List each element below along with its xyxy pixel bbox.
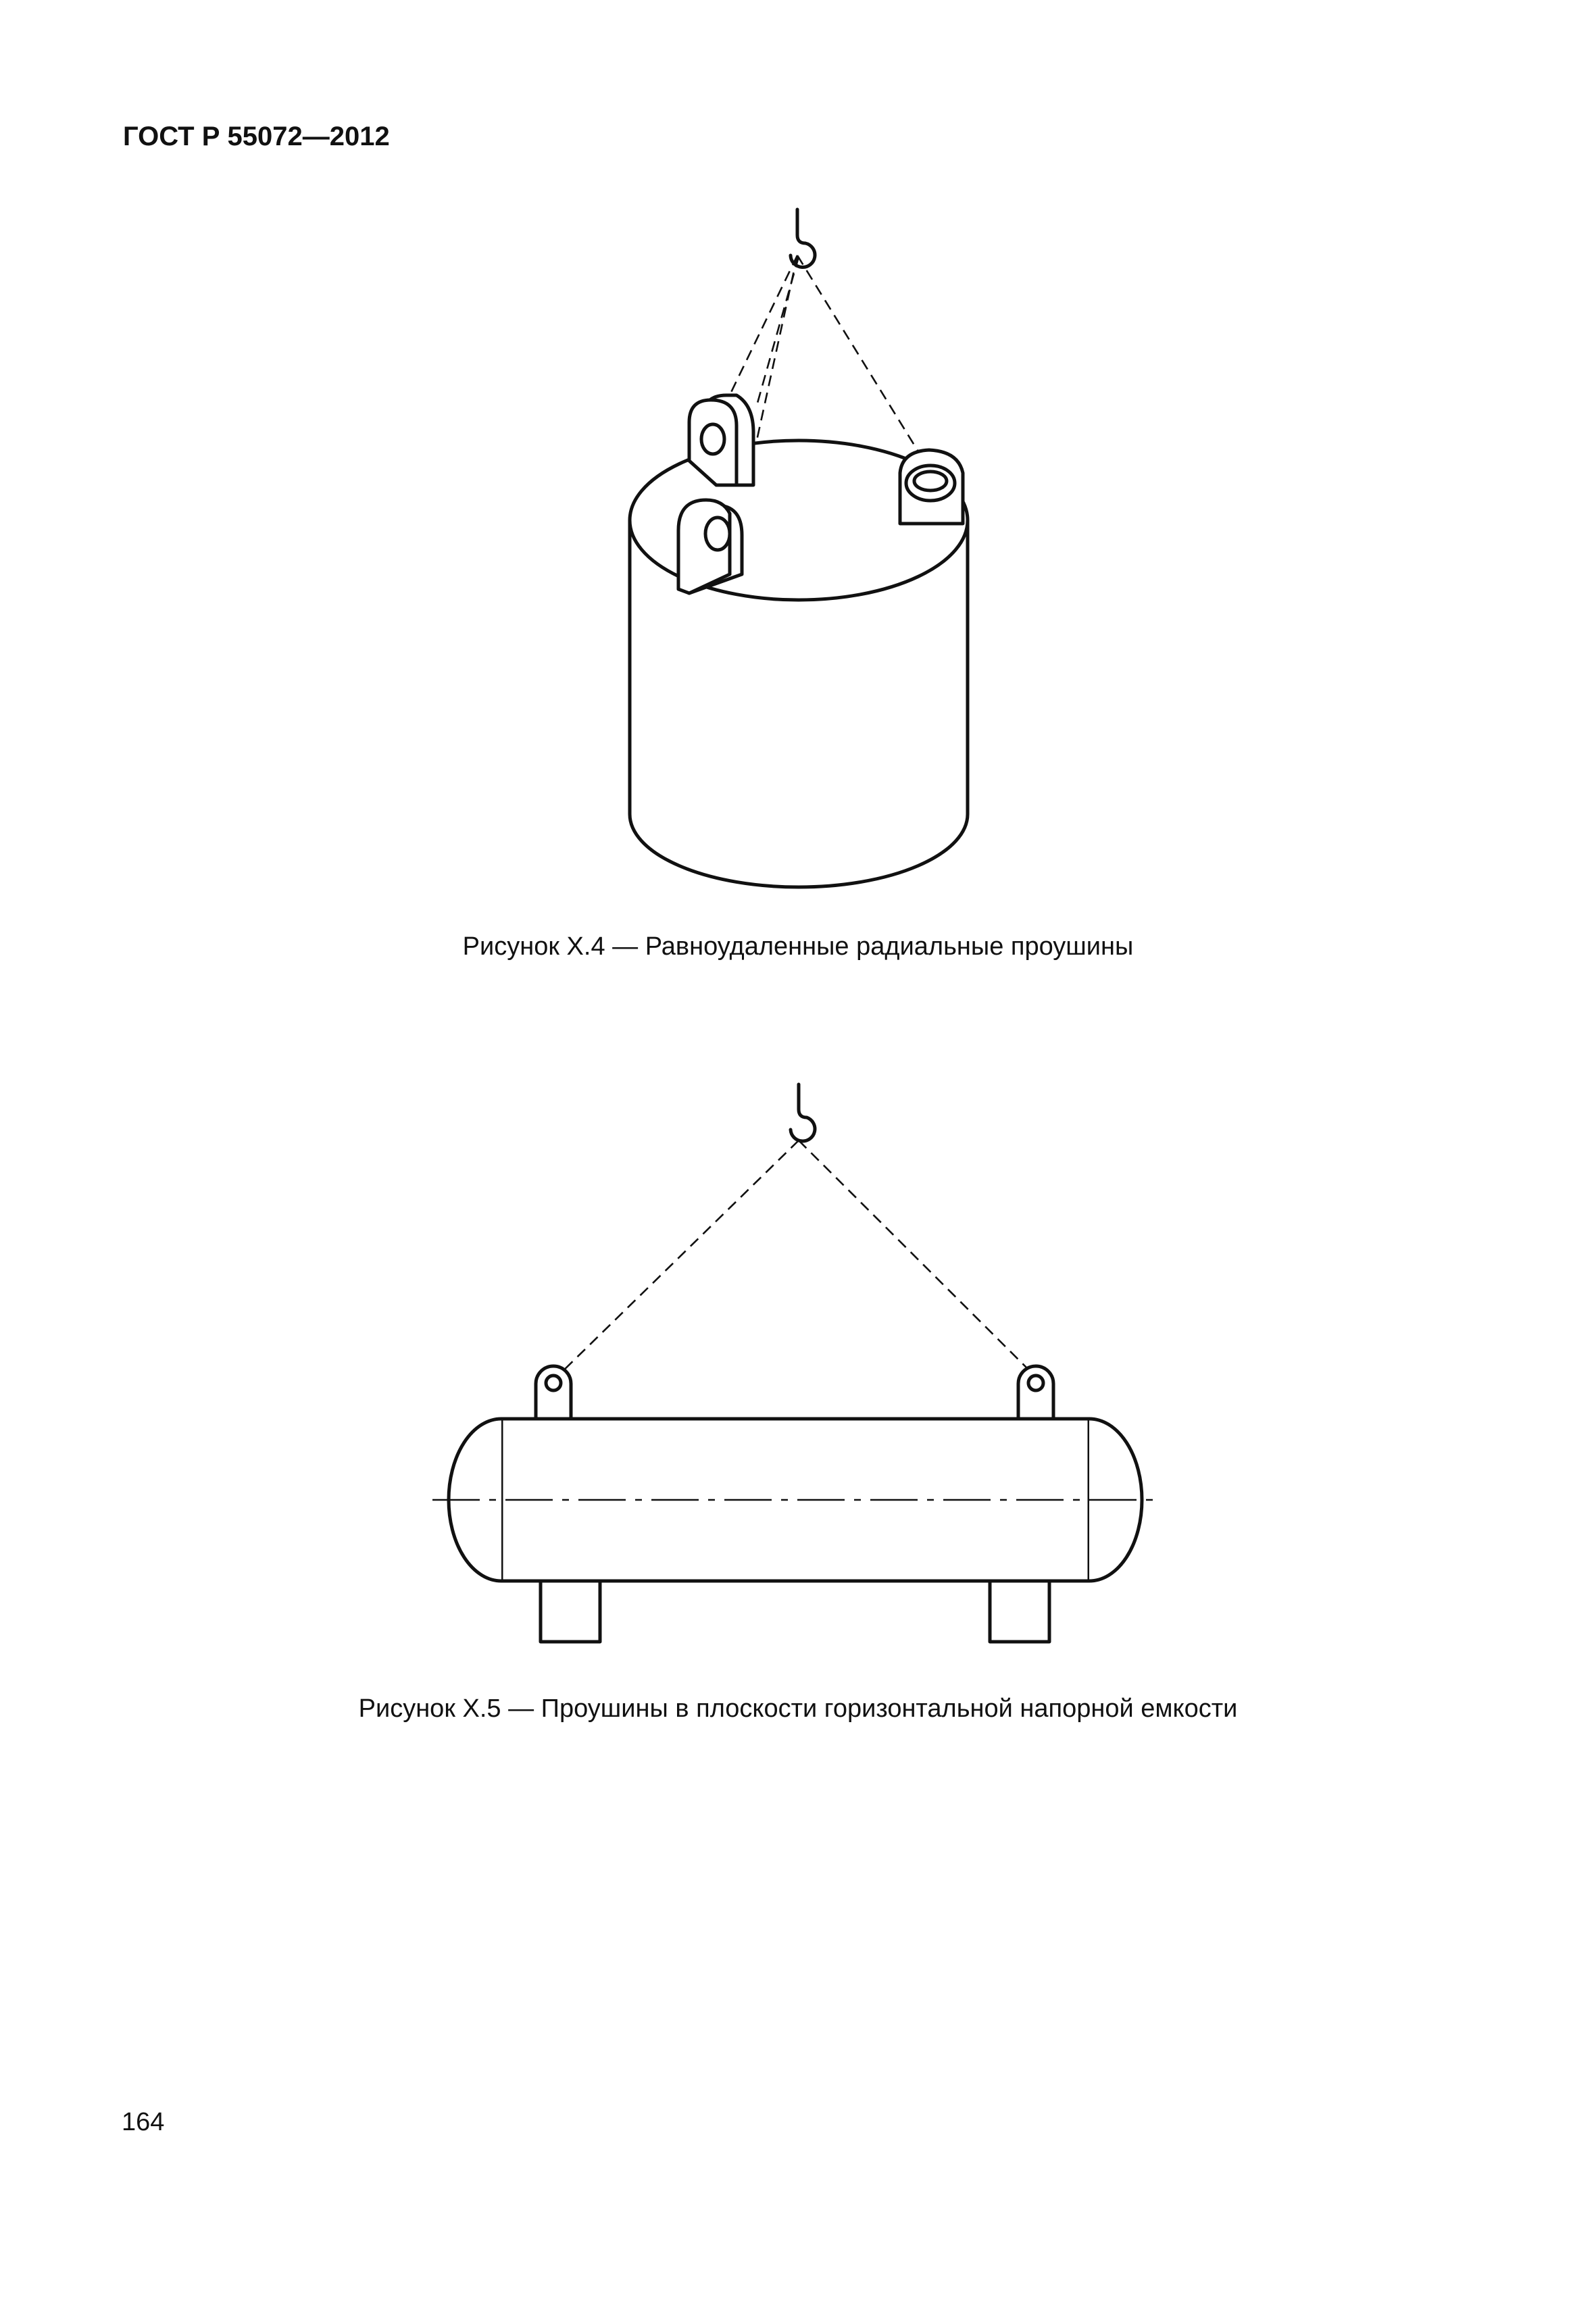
document-header: ГОСТ Р 55072—2012: [123, 122, 390, 151]
crane-hook-icon: [791, 209, 815, 268]
vessel-supports: [541, 1581, 1049, 1642]
lug-left: [536, 1366, 571, 1419]
crane-hook-icon: [791, 1084, 815, 1141]
figure-caption-x5: Рисунок Х.5 — Проушины в плоскости горизонтальной напорной емкости: [358, 1694, 1238, 1723]
figure-horizontal-vessel-drawing: [0, 1067, 1596, 1655]
lug-front: [678, 500, 742, 593]
lug-back: [689, 395, 753, 485]
lug-right: [900, 450, 963, 524]
sling-lines: [555, 1140, 1037, 1378]
page-number: 164: [122, 2108, 165, 2136]
figure-radial-lugs-drawing: [0, 189, 1596, 905]
figure-caption-x4: Рисунок Х.4 — Равноудаленные радиальные проушины: [462, 932, 1134, 961]
lug-right: [1018, 1366, 1053, 1419]
